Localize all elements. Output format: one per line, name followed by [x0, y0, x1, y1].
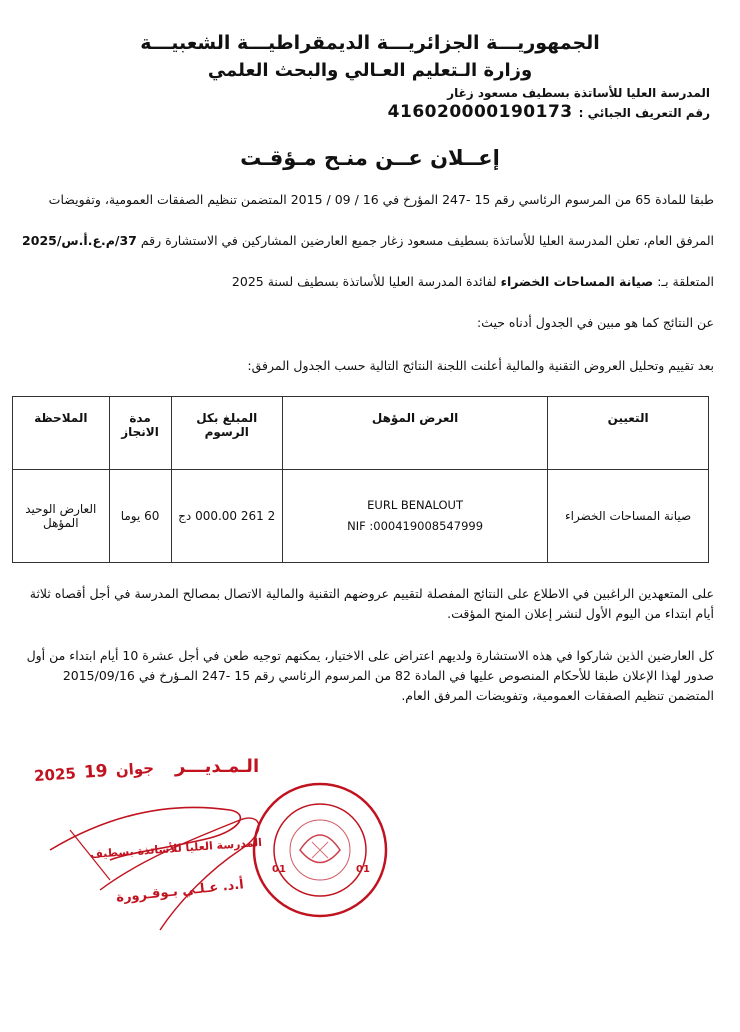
tax-id	[388, 102, 710, 122]
header-duration: مدة الانجاز	[109, 397, 171, 470]
intro-line-3-suffix: لفائدة المدرسة العليا للأساتذة بسطيف لسنة 2025	[231, 274, 501, 289]
table-header-row	[13, 397, 709, 470]
date-day: 19	[83, 761, 109, 783]
intro-line-3	[20, 272, 714, 292]
intro-line-5: بعد تقييم وتحليل العروض التقنية والمالية أعلنت اللجنة النتائج التالية حسب الجدول المرفق:	[247, 358, 714, 373]
header-note: الملاحظة	[13, 397, 110, 470]
director-title: الـمـديـــر	[175, 756, 260, 777]
intro-line-4: عن النتائج كما هو مبين في الجدول أدناه حيث:	[476, 315, 714, 330]
cell-offer	[282, 470, 547, 563]
date-year: 2025	[33, 764, 77, 786]
signer-name: أ.د. عـلـي بـوقـرورة	[115, 877, 245, 906]
cell-duration: 60 يوما	[109, 470, 171, 563]
header-republic: الجمهوريـــة الجزائريـــة الديمقراطيـــة الشعبيـــة	[140, 32, 600, 54]
intro-line-2-text: المرفق العام، تعلن المدرسة العليا للأساتذة بسطيف مسعود زغار جميع العارضين المشاركين في الاستشارة رقم	[136, 233, 714, 248]
tax-id-label: رقم التعريف الجبائي :	[578, 106, 710, 120]
tax-id-value: 416020000190173	[387, 102, 573, 122]
date-month: جوان	[115, 758, 155, 780]
seal-code-right: 01	[356, 864, 370, 875]
header-designation: التعيين	[548, 397, 709, 470]
seal-code-left: 01	[272, 864, 286, 875]
intro-line-3-prefix: المتعلقة بـ:	[653, 274, 714, 289]
offer-company: EURL BENALOUT	[367, 498, 463, 513]
header-amount: المبلغ بكل الرسوم	[171, 397, 282, 470]
cell-amount: 2 261 000.00 دج	[171, 470, 282, 563]
consultation-subject: صيانة المساحات الخضراء	[500, 274, 654, 289]
page-title: إعــلان عــن منـح مـؤقـت	[240, 146, 500, 170]
school-name: المدرسة العليا للأساتذة بسطيف مسعود زغار	[447, 86, 710, 100]
handwritten-signature	[40, 790, 290, 940]
header-offer: العرض المؤهل	[282, 397, 547, 470]
consultation-reference: 37/م.ع.أ.س/2025	[22, 233, 137, 248]
school-seal-text: المدرسة العليا للأساتذة بسطيف	[89, 836, 263, 861]
notice-paragraph-1: على المتعهدين الراغبين في الاطلاع على النتائج المفصلة لتقييم عروضهم التقنية والمالية الاتصال بمصالح المدرسة في أجل أقصاه ثلاثة أيام ابتداء من اليوم الأول لنشر إعلان المنح المؤقت.	[29, 586, 714, 621]
cell-designation: صيانة المساحات الخضراء	[548, 470, 709, 563]
intro-line-1: طبقا للمادة 65 من المرسوم الرئاسي رقم 15 -247 المؤرخ في 16 / 09 / 2015 المتضمن تنظيم الصفقات العمومية، وتفويضات	[48, 192, 714, 207]
notice-paragraph-2: كل العارضين الذين شاركوا في هذه الاستشارة ولديهم اعتراض على الاختيار، يمكنهم توجيه طعن في أجل عشرة 10 أيام ابتداء من أول صدور لهذا الإعلان طبقا للأحكام المنصوص عليها في المادة 82 من المرسوم الرئاسي رقم 15 -247 المـؤرخ في 2015/09/16 المتضمن تنظيم الصفقات العمومية، وتفويضات المرفق العام.	[26, 648, 714, 703]
intro-line-2	[20, 231, 714, 251]
header-ministry: وزارة الـتعليم العـالي والبحث العلمي	[207, 60, 533, 81]
offer-nif: NIF :000419008547999	[347, 519, 484, 533]
date-stamp	[33, 758, 154, 786]
cell-note: العارض الوحيد المؤهل	[13, 470, 110, 563]
table-row	[13, 470, 709, 563]
results-table	[12, 396, 709, 563]
